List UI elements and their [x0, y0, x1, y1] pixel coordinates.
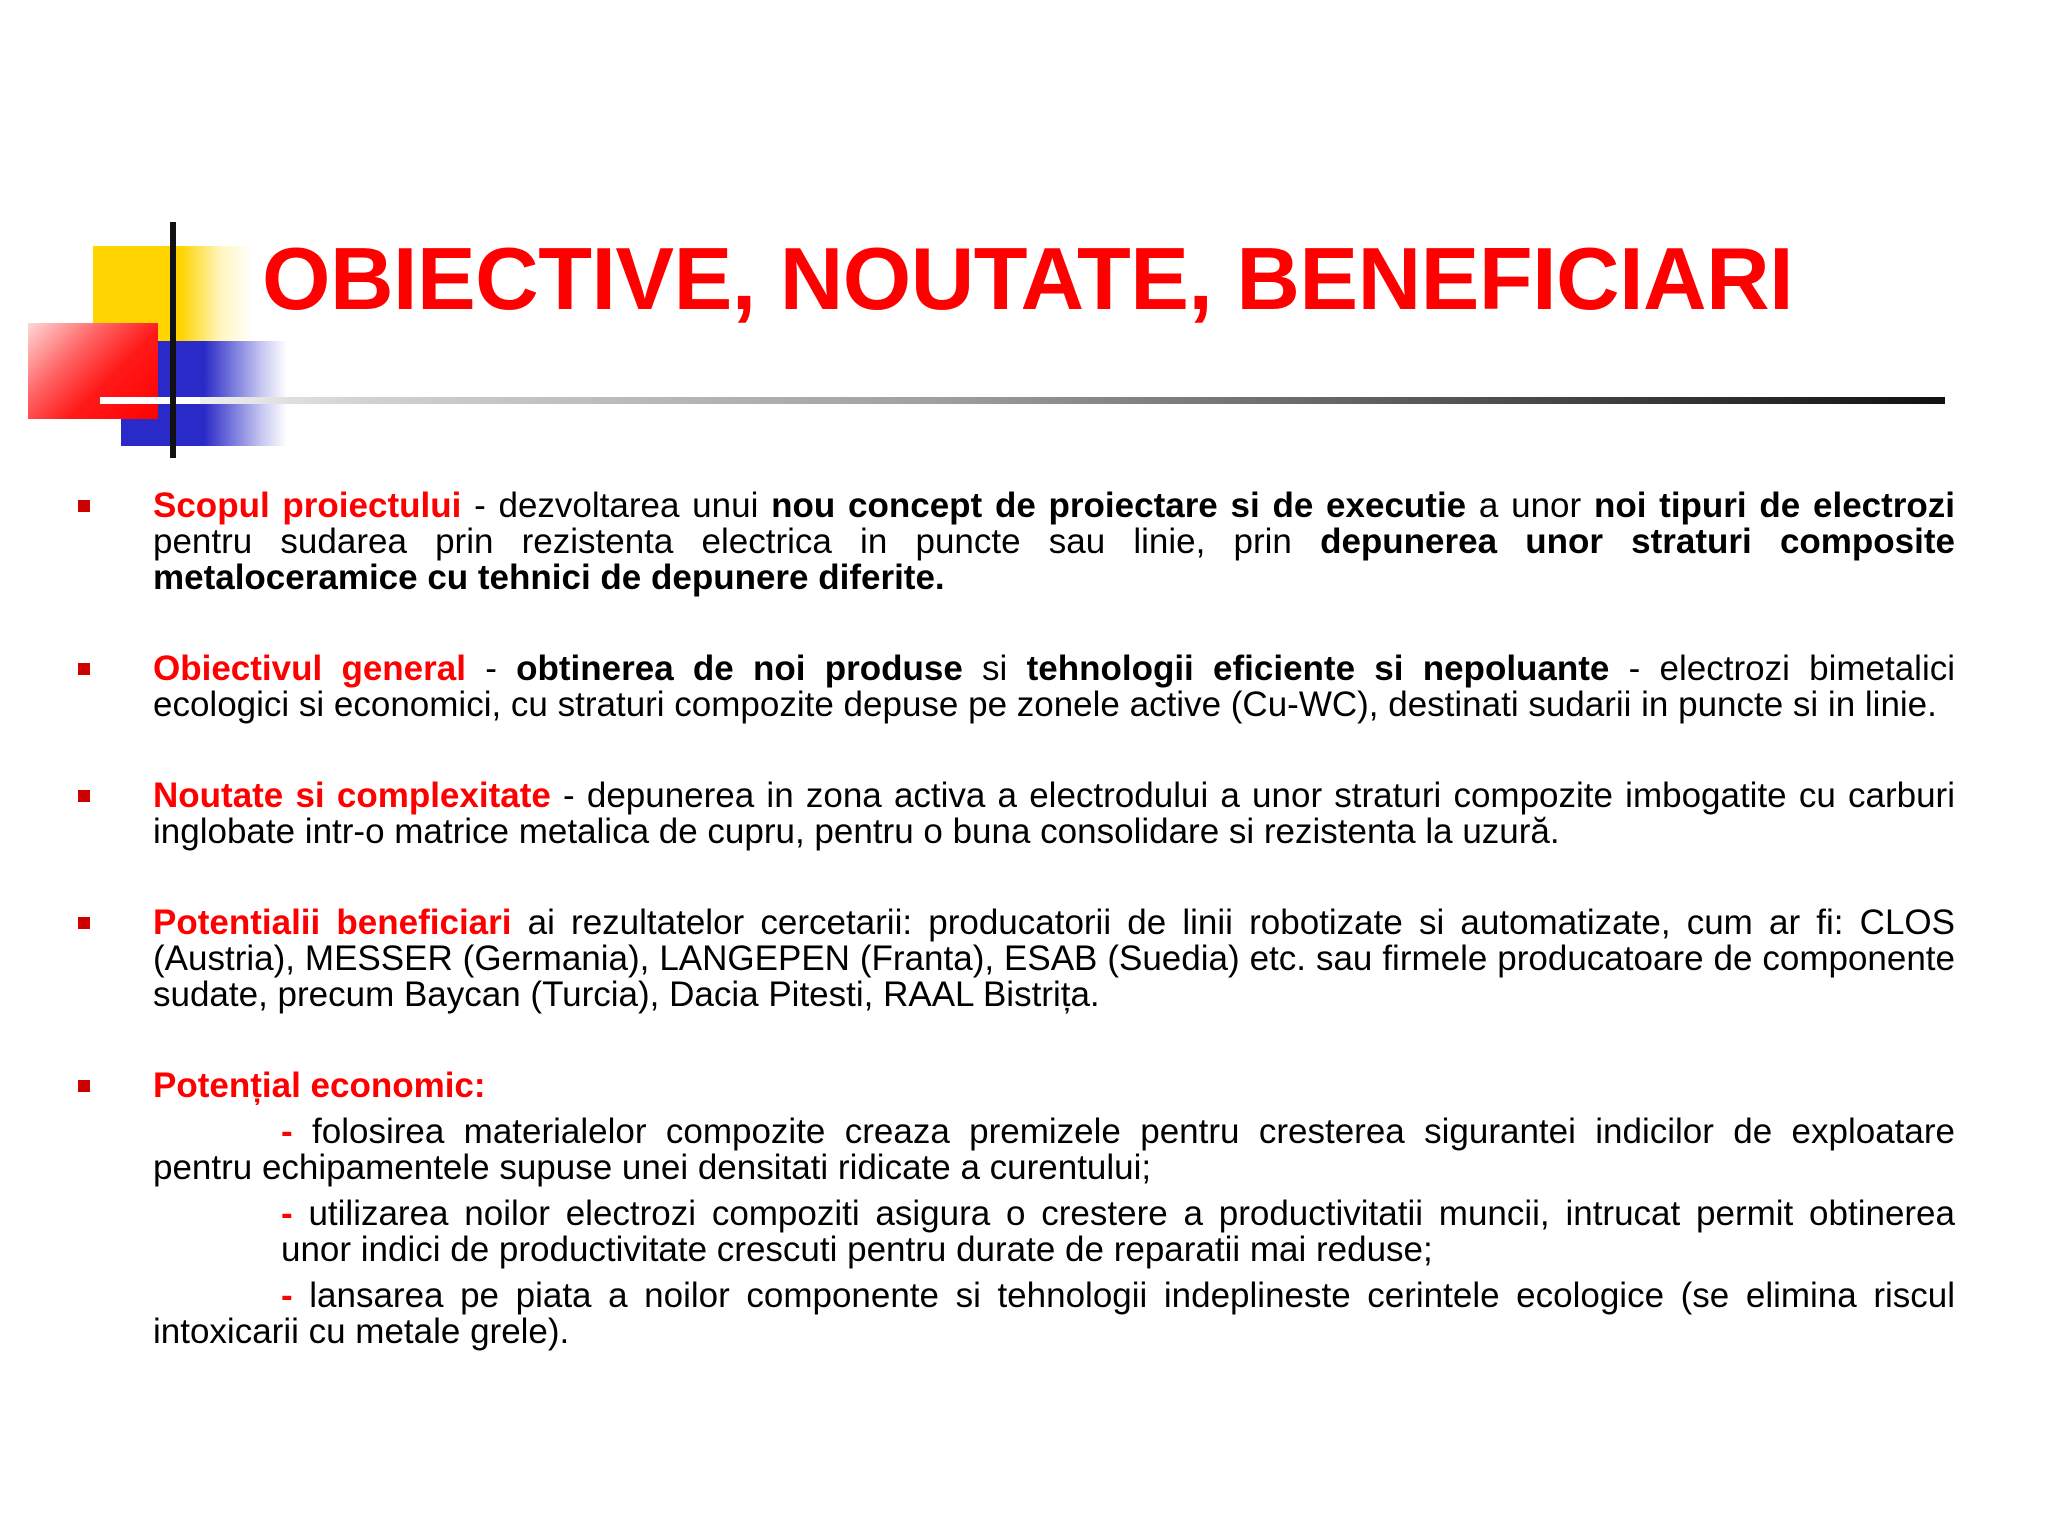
list-item-noutate: [75, 778, 1955, 850]
item-text-part: pentru sudarea prin rezistenta electrica in puncte sau linie, prin: [153, 522, 1321, 561]
list-item-beneficiari: [75, 905, 1955, 1013]
item-text-part: -: [465, 649, 517, 688]
list-item-obiectiv: [75, 651, 1955, 723]
item-bold-part: tehnologii eficiente si nepoluante: [1026, 649, 1610, 688]
item-bold-part: depunerea unor straturi composite metaloceramice cu tehnici de depunere diferite.: [153, 522, 1955, 597]
bullet-icon: [78, 500, 90, 512]
sub-item-text: folosirea materialelor compozite creaza premizele pentru cresterea sigurantei indicilor de exploatare pentru echipamentele supuse unei densitati ridicate a curentului;: [153, 1112, 1955, 1187]
dash-marker: -: [281, 1276, 293, 1315]
title-underline-gap: [100, 397, 200, 404]
bullet-icon: [78, 917, 90, 929]
item-text-part: si: [962, 649, 1027, 688]
item-label: Noutate si complexitate: [153, 776, 551, 815]
dash-marker: -: [281, 1112, 293, 1151]
item-text-part: ai rezultatelor cercetarii: producatorii de linii robotizate si automatizate, cum ar fi: CLOS (Austria), MESSER (Germania), LANGEPEN (Franta), ESAB (Suedia) etc. sau firmele producatoare de componente sudate, precum Baycan (Turcia), Dacia Pitesti, RAAL Bistrița.: [153, 903, 1955, 1014]
sub-item: [153, 1114, 1955, 1186]
item-text: [153, 1068, 1955, 1104]
item-text: [153, 651, 1955, 723]
sub-item-text: lansarea pe piata a noilor componente si tehnologii indeplineste cerintele ecologice (se elimina riscul intoxicarii cu metale grele).: [153, 1276, 1955, 1351]
sub-item-text: utilizarea noilor electrozi compoziti asigura o crestere a productivitatii muncii, intrucat permit obtinerea unor indici de productivitate crescuti pentru durate de reparatii mai reduse;: [281, 1194, 1955, 1269]
item-text: [153, 905, 1955, 1013]
list-item-potential: [75, 1068, 1955, 1350]
sub-item: [153, 1278, 1955, 1350]
bullet-icon: [78, 790, 90, 802]
item-label: Potentialii beneficiari: [153, 903, 512, 942]
slide-title: OBIECTIVE, NOUTATE, BENEFICIARI: [262, 229, 1794, 328]
item-label: Potențial economic:: [153, 1066, 486, 1105]
bullet-icon: [78, 1080, 90, 1092]
item-bold-part: obtinerea de noi produse: [516, 649, 963, 688]
bullet-list: [75, 488, 1955, 1350]
dash-marker: -: [281, 1194, 293, 1233]
item-bold-part: nou concept de proiectare si de executie: [771, 486, 1467, 525]
item-label: Obiectivul general: [153, 649, 466, 688]
item-text-part: - dezvoltarea unui: [461, 486, 772, 525]
deco-red-square: [28, 323, 158, 419]
sub-item: [153, 1196, 1955, 1268]
item-text-part: - depunerea in zona activa a electrodului a unor straturi compozite imbogatite cu carburi inglobate intr-o matrice metalica de cupru, pentru o buna consolidare si rezistenta la uzură.: [153, 776, 1955, 851]
item-text-part: - electrozi bimetalici ecologici si economici, cu straturi compozite depuse pe zonele active (Cu-WC), destinati sudarii in puncte si in linie.: [153, 649, 1955, 724]
item-text-part: a unor: [1466, 486, 1594, 525]
bullet-icon: [78, 663, 90, 675]
title-underline: [100, 397, 1945, 404]
list-item-scopul: [75, 488, 1955, 596]
item-label: Scopul proiectului: [153, 486, 462, 525]
deco-vertical-line: [170, 222, 176, 458]
item-text: [153, 778, 1955, 850]
item-bold-part: noi tipuri de electrozi: [1593, 486, 1956, 525]
item-text: [153, 488, 1955, 596]
